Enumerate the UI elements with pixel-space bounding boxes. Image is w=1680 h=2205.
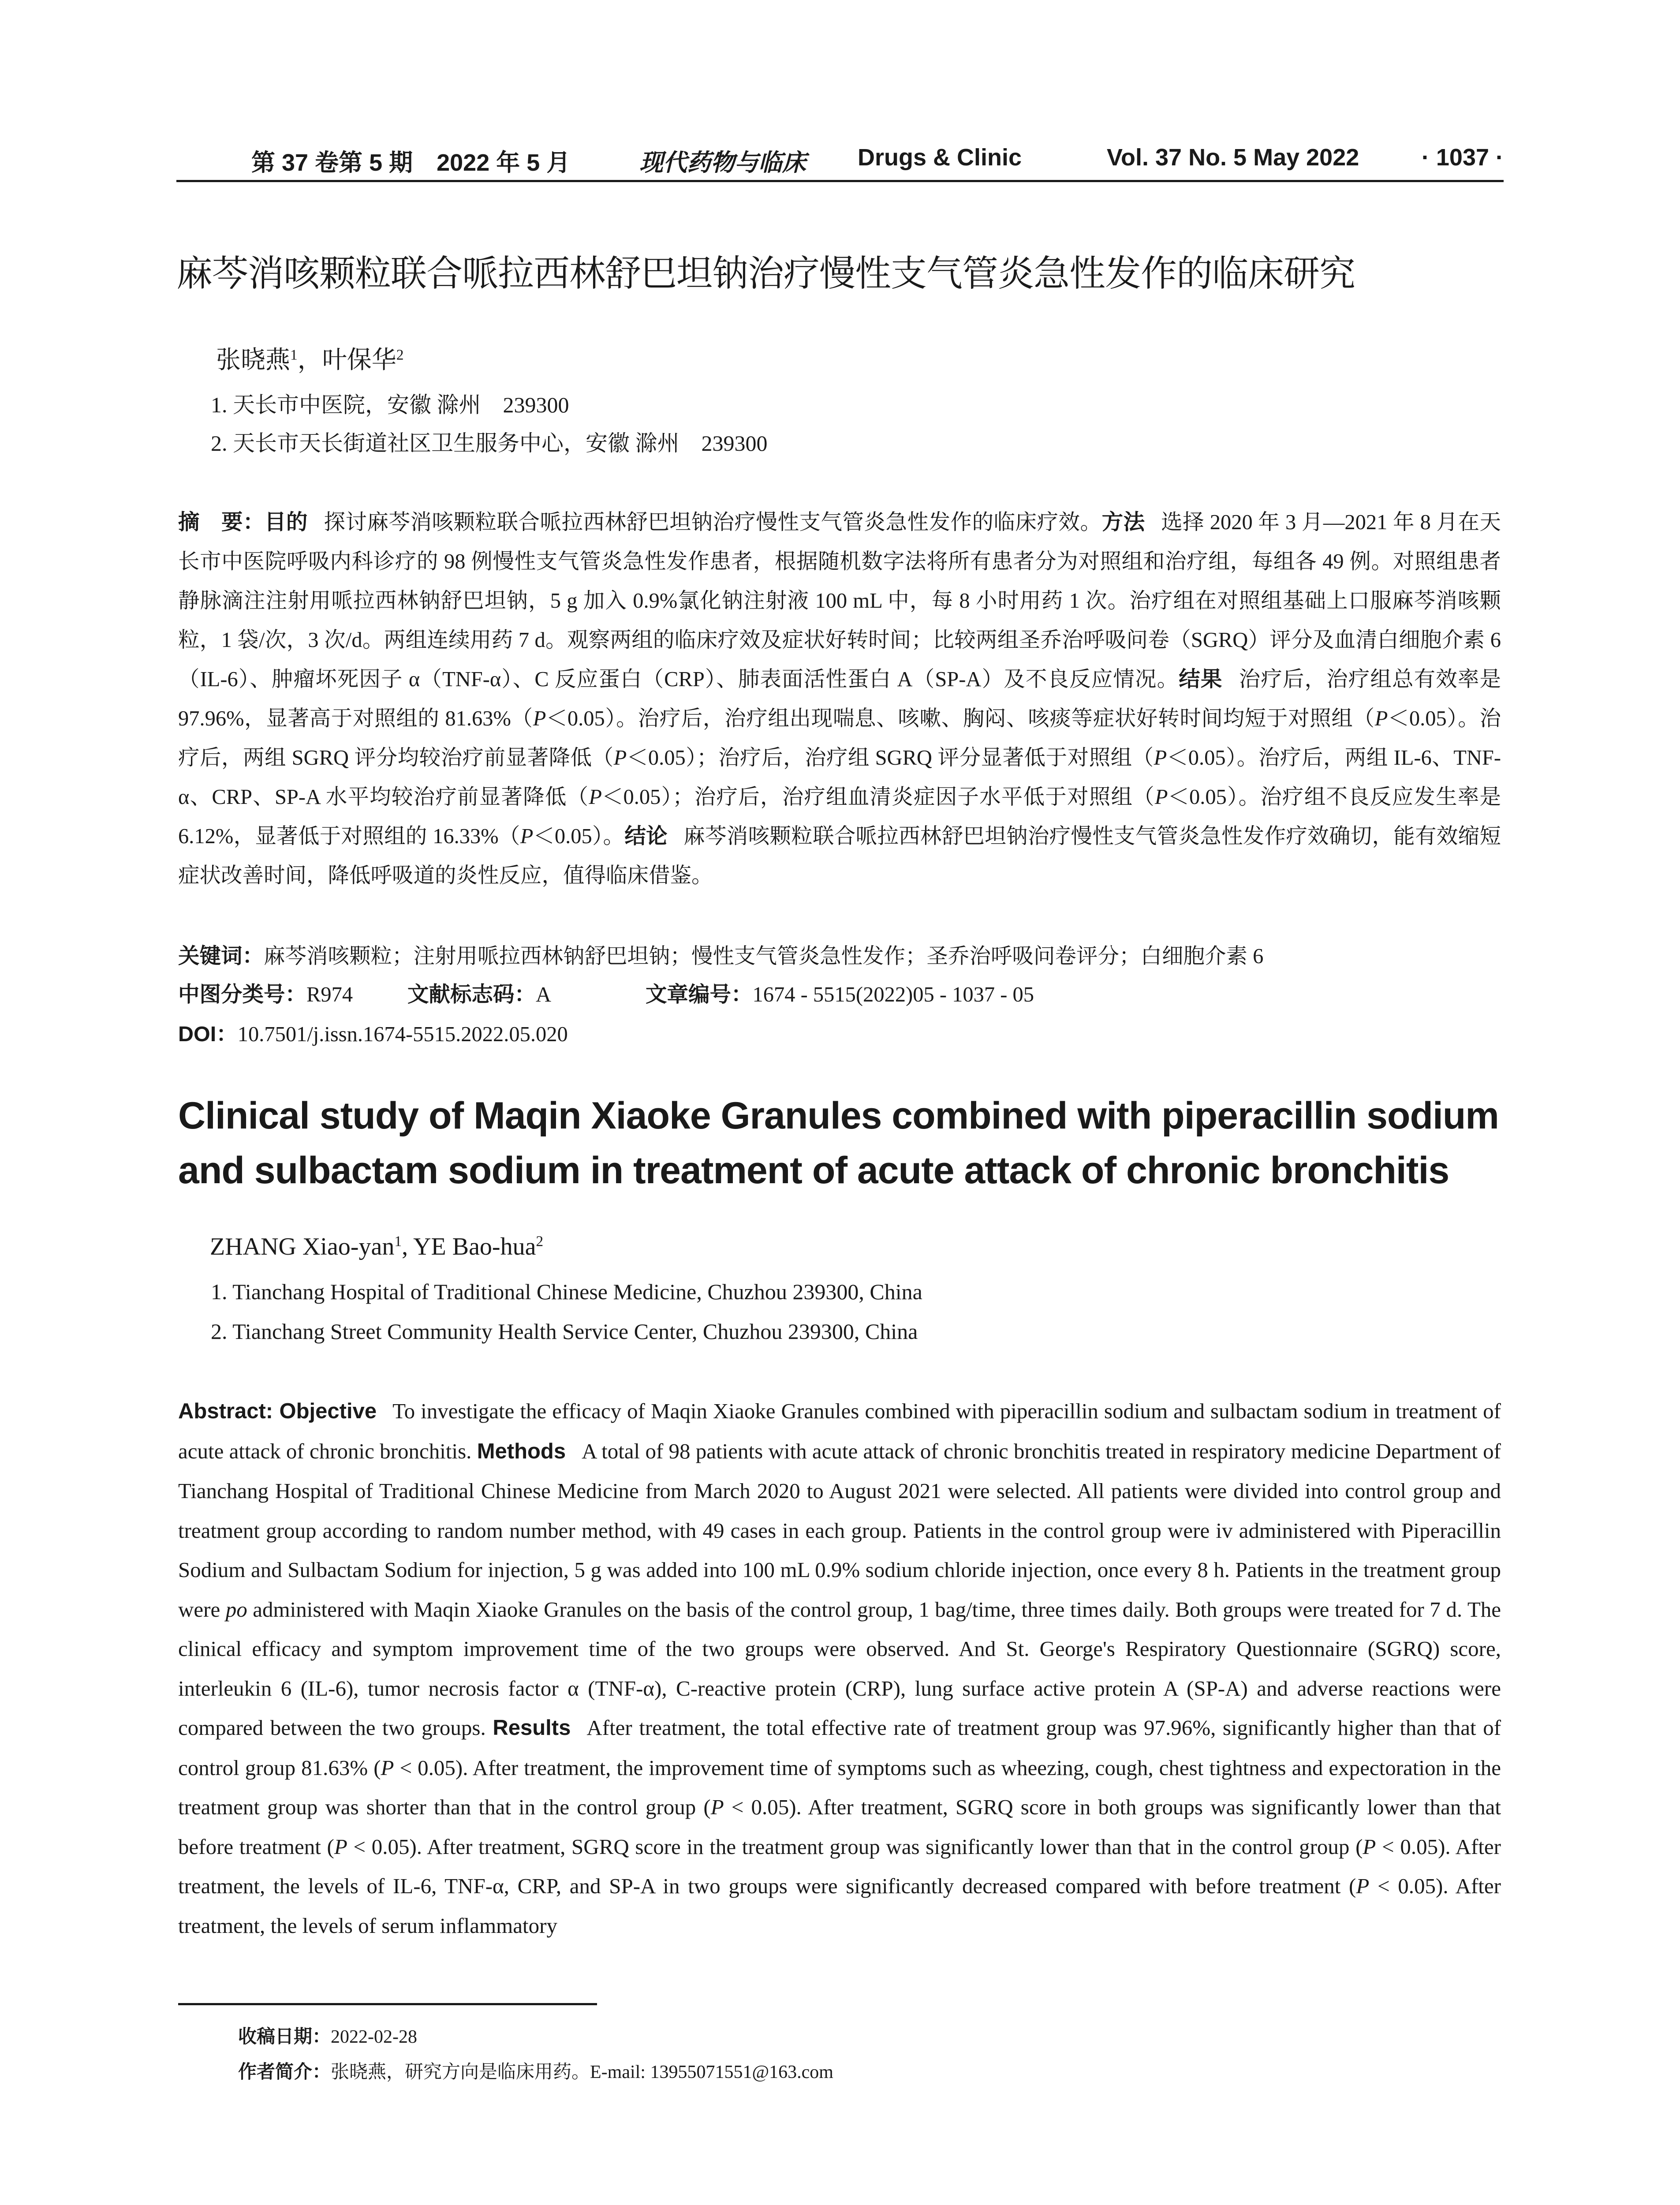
po-abbrev: po: [225, 1597, 247, 1622]
results-text: 治疗后，治疗组总有效率是 97.96%，显著高于对照组的 81.63%（: [178, 668, 1501, 730]
doi-line: [178, 1017, 1501, 1047]
clc-code: R974: [306, 983, 353, 1006]
objective-label: 目的: [265, 510, 308, 534]
author-name: ZHANG Xiao-yan: [210, 1233, 395, 1260]
keywords-label: 关键词：: [178, 944, 264, 968]
p-symbol: P: [1154, 785, 1168, 809]
author-bio-text: 张晓燕，研究方向是临床用药。E-mail: 13955071551@163.com: [331, 2062, 833, 2082]
author-name: 张晓燕: [216, 347, 290, 374]
affiliation-en-2: 2. Tianchang Street Community Health Service Center, Chuzhou 239300, China: [211, 1319, 918, 1344]
results-text: < 0.05). After treatment, the levels of serum inflammatory: [178, 1874, 1501, 1938]
results-text: ＜0.05）。治疗组不良反应发生率是 6.12%，显著低于对照组的 16.33%（: [178, 785, 1501, 848]
abstract-label: 摘 要：: [178, 510, 265, 534]
p-symbol: P: [1374, 707, 1388, 730]
p-symbol: P: [520, 825, 534, 848]
p-symbol: P: [589, 785, 602, 809]
header-journal-cn: 现代药物与临床: [639, 148, 806, 176]
header-journal-en: Drugs & Clinic: [858, 144, 1022, 171]
results-text: ＜0.05）。治疗后，治疗组出现喘息、咳嗽、胸闷、咳痰等症状好转时间均短于对照组（: [546, 707, 1375, 730]
p-symbol: P: [1154, 746, 1167, 770]
conclusion-text: 麻芩消咳颗粒联合哌拉西林舒巴坦钠治疗慢性支气管炎急性发作疗效确切，能有效缩短症状改善时间，降低呼吸道的炎性反应，值得临床借鉴。: [178, 825, 1501, 887]
methods-label: 方法: [1101, 510, 1145, 534]
authors-en: [210, 1233, 543, 1261]
footnote-received: [238, 2022, 417, 2048]
conclusion-label: 结论: [624, 824, 668, 848]
doi-value: 10.7501/j.issn.1674-5515.2022.05.020: [237, 1023, 568, 1046]
affiliation-en-1: 1. Tianchang Hospital of Traditional Chinese Medicine, Chuzhou 239300, China: [211, 1279, 922, 1304]
p-symbol: P: [381, 1755, 394, 1780]
results-text: ＜0.05）；治疗后，治疗组血清炎症因子水平低于对照组（: [602, 785, 1155, 809]
classification-line: [178, 977, 1501, 1008]
p-symbol: P: [334, 1834, 347, 1859]
doc-code-label: 文献标志码：: [407, 983, 536, 1006]
author-affil-marker: 2: [396, 347, 404, 363]
p-symbol: P: [710, 1795, 724, 1819]
objective-label: Objective: [279, 1399, 377, 1423]
methods-text: A total of 98 patients with acute attack of chronic bronchitis treated in respiratory medicine Department of Tianchang Hospital of Traditional Chinese Medicine from March 2020 to August 2021 were selected. All patients were divided into control group and treatment group according to random number method, with 49 cases in each group. Patients in the control group were iv administered with Piperacillin Sodium and Sulbactam Sodium for injection, 5 g was added into 100 mL 0.9% sodium chloride injection, once every 8 h. Patients in the treatment group were: [178, 1439, 1501, 1622]
results-text: ＜0.05）。治疗后，两组 SGRQ 评分均较治疗前显著降低（: [178, 707, 1501, 770]
header-page-number: · 1037 ·: [1421, 144, 1504, 171]
author-bio-label: 作者简介：: [238, 2061, 331, 2082]
affiliation-cn-2: 2. 天长市天长街道社区卫生服务中心，安徽 滁州 239300: [211, 431, 768, 456]
article-title-en: Clinical study of Maqin Xiaoke Granules combined with piperacillin sodium and sulbactam sodium in treatment of acute attack of chronic bronchitis: [178, 1095, 1499, 1192]
article-number: 1674 - 5515(2022)05 - 1037 - 05: [752, 983, 1034, 1006]
affiliation-cn-1: 1. 天长市中医院，安徽 滁州 239300: [211, 392, 569, 417]
results-text: ＜0.05）。治疗后，两组 IL-6、TNF-α、CRP、SP-A 水平均较治疗前显著降低（: [178, 746, 1501, 809]
clc-label: 中图分类号：: [178, 983, 307, 1006]
author-separator: ，: [297, 347, 322, 374]
keywords-text: 麻芩消咳颗粒；注射用哌拉西林钠舒巴坦钠；慢性支气管炎急性发作；圣乔治呼吸问卷评分；白细胞介素 6: [264, 945, 1264, 968]
p-symbol: P: [1356, 1874, 1370, 1898]
p-symbol: P: [613, 746, 627, 770]
results-text: After treatment, the total effective rate of treatment group was 97.96%, significantly higher than that of control group 81.63% (: [178, 1715, 1501, 1780]
methods-text: 选择 2020 年 3 月—2021 年 8 月在天长市中医院呼吸内科诊疗的 98 例慢性支气管炎急性发作患者，根据随机数字法将所有患者分为对照组和治疗组，每组各 49 例。对照组患者静脉滴注注射用哌拉西林钠舒巴坦钠，5 g 加入 0.9%氯化钠注射液 100 mL 中，每 8 小时用药 1 次。治疗组在对照组基础上口服麻芩消咳颗粒，1 袋/次，3 次/d。两组连续用药 7 d。观察两组的临床疗效及症状好转时间；比较两组圣乔治呼吸问卷（SGRQ）评分及血清白细胞介素 6（IL-6）、肿瘤坏死因子 α（TNF-α）、C 反应蛋白（CRP）、肺表面活性蛋白 A（SP-A）及不良反应情况。: [178, 511, 1501, 691]
results-text: ＜0.05）。: [533, 825, 625, 848]
p-symbol: P: [1363, 1834, 1376, 1859]
running-header: [176, 140, 1504, 182]
authors-cn: [216, 340, 404, 376]
header-issue-cn: 第 37 卷第 5 期 2022 年 5 月: [251, 149, 571, 176]
header-volume-en: Vol. 37 No. 5 May 2022: [1107, 144, 1359, 171]
received-date: 2022-02-28: [331, 2027, 417, 2047]
doi-label: DOI：: [178, 1022, 238, 1046]
methods-label: Methods: [477, 1439, 566, 1463]
objective-text: 探讨麻芩消咳颗粒联合哌拉西林舒巴坦钠治疗慢性支气管炎急性发作的临床疗效。: [324, 511, 1102, 534]
author-name: YE Bao-hua: [413, 1233, 536, 1260]
footnote-author-bio: [238, 2057, 833, 2084]
keywords-cn: [178, 938, 1501, 969]
results-text: < 0.05). After treatment, SGRQ score in both groups was significantly lower than that before treatment (: [178, 1795, 1501, 1859]
results-text: < 0.05). After treatment, the levels of IL-6, TNF-α, CRP, and SP-A in two groups were significantly decreased compared with before treatment (: [178, 1834, 1501, 1898]
methods-text: administered with Maqin Xiaoke Granules on the basis of the control group, 1 bag/time, three times daily. Both groups were treated for 7 d. The clinical efficacy and symptom improvement time of the two groups were observed. And St. George's Respiratory Questionnaire (SGRQ) score, interleukin 6 (IL-6), tumor necrosis factor α (TNF-α), C-reactive protein (CRP), lung surface active protein A (SP-A) and adverse reactions were compared between the two groups.: [178, 1597, 1501, 1740]
author-name: 叶保华: [322, 347, 396, 374]
abstract-cn: [178, 503, 1501, 895]
results-label: Results: [493, 1716, 571, 1740]
objective-text: To investigate the efficacy of Maqin Xiaoke Granules combined with piperacillin sodium and sulbactam sodium in treatment of acute attack of chronic bronchitis.: [178, 1399, 1501, 1463]
abstract-label: Abstract:: [178, 1399, 280, 1423]
results-text: ＜0.05）；治疗后，治疗组 SGRQ 评分显著低于对照组（: [627, 746, 1154, 770]
results-text: < 0.05). After treatment, the improvement time of symptoms such as wheezing, cough, chest tightness and expectoration in the treatment group was shorter than that in the control group (: [178, 1755, 1501, 1819]
author-separator: ,: [402, 1233, 414, 1260]
doc-code: A: [536, 983, 552, 1006]
article-no-label: 文章编号：: [646, 983, 753, 1006]
received-label: 收稿日期：: [238, 2026, 331, 2047]
results-label: 结果: [1179, 667, 1223, 691]
results-text: < 0.05). After treatment, SGRQ score in the treatment group was significantly lower than that in the control group (: [347, 1834, 1363, 1859]
p-symbol: P: [533, 707, 546, 730]
author-affil-marker: 1: [394, 1233, 402, 1250]
abstract-en: [178, 1391, 1501, 1945]
author-affil-marker: 2: [536, 1233, 544, 1250]
footnote-divider: [178, 2003, 597, 2005]
article-title-cn: 麻芩消咳颗粒联合哌拉西林舒巴坦钠治疗慢性支气管炎急性发作的临床研究: [176, 253, 1355, 295]
author-affil-marker: 1: [290, 347, 298, 363]
